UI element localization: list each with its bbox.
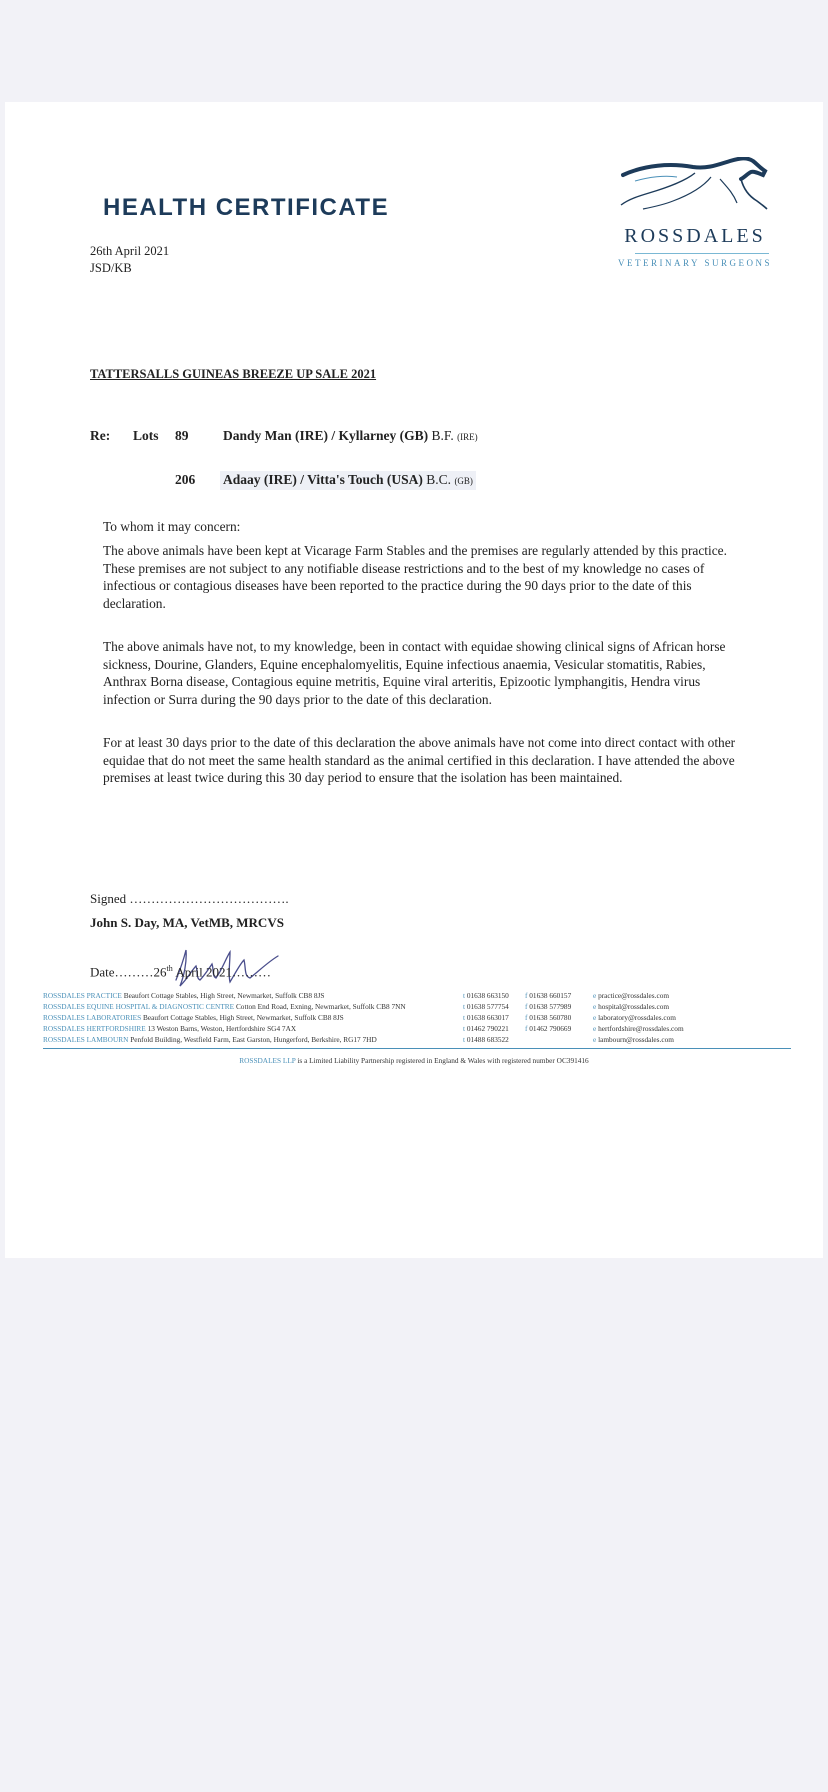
page-title: HEALTH CERTIFICATE [103, 194, 390, 221]
logo-divider [635, 253, 769, 254]
footer-row: ROSSDALES PRACTICE Beaufort Cottage Stables, High Street, Newmarket, Suffolk CB8 8JS [43, 991, 325, 1000]
re-label: Re: [90, 428, 111, 443]
lot-horse: Dandy Man (IRE) / Kyllarney (GB) B.F. (IRE) [223, 428, 478, 443]
paragraph-contact: The above animals have not, to my knowledge, been in contact with equidae showing clinical signs of African horse sickness, Dourine, Glanders, Equine encephalomyelitis, Equine infectious anaemia, Vesicular stomatitis, Rabies, Anthrax Borna disease, Contagious equine metritis, Equine viral arteritis, Epizootic lymphangitis, Hendra virus infection or Surra during the 90 days prior to the date of this declaration. [103, 639, 726, 707]
rossdales-logo [615, 157, 775, 268]
certificate-page [5, 102, 823, 1258]
footer-email: e hospital@rossdales.com [593, 1002, 670, 1011]
footer-telephone: t 01638 663017 [463, 1013, 509, 1022]
footer-telephone: t 01462 790221 [463, 1024, 509, 1033]
footer-email: e lambourn@rossdales.com [593, 1035, 674, 1044]
footer-telephone: t 01638 663150 [463, 991, 509, 1000]
letter-date: 26th April 2021 [90, 244, 170, 258]
paragraph-isolation: For at least 30 days prior to the date of this declaration the above animals have not come into direct contact with other equidae that do not meet the same health standard as the animal certified in this declaration. I have attended the above premises at least twice during this 30 day period to ensure that the isolation has been maintained. [103, 735, 736, 786]
footer-registration-note: ROSSDALES LLP is a Limited Liability Partnership registered in England & Wales with registered number OC391416 [239, 1056, 589, 1065]
footer-fax: f 01462 790669 [525, 1024, 572, 1033]
lots-label: Lots [133, 428, 159, 443]
footer-telephone: t 01638 577754 [463, 1002, 509, 1011]
screen-top-band [0, 0, 828, 100]
paragraph-premises: The above animals have been kept at Vicarage Farm Stables and the premises are regularly attended by this practice. These premises are not subject to any notifiable disease restrictions and to the best of my knowledge no cases of infectious or contagious diseases have been reported to the practice during the 90 days prior to the date of this declaration. [103, 543, 727, 611]
footer-email: e hertfordshire@rossdales.com [593, 1024, 684, 1033]
salutation: To whom it may concern: [103, 519, 241, 534]
footer-fax: f 01638 577989 [525, 1002, 572, 1011]
lot-number: 89 [175, 428, 189, 443]
logo-subtitle: VETERINARY SURGEONS [618, 258, 772, 268]
footer-telephone: t 01488 683522 [463, 1035, 509, 1044]
lot-number: 206 [175, 472, 196, 487]
footer-fax: f 01638 660157 [525, 991, 572, 1000]
signatory-name: John S. Day, MA, VetMB, MRCVS [90, 915, 284, 930]
letter-reference: JSD/KB [90, 261, 132, 275]
logo-wordmark: ROSSDALES [624, 225, 766, 247]
footer-row: ROSSDALES LAMBOURN Penfold Building, Westfield Farm, East Garston, Hungerford, Berkshire, RG17 7HD [43, 1035, 377, 1044]
signoff-date: Date………26th April 2021……… [90, 964, 272, 980]
signed-line: Signed ………………………………. [90, 891, 289, 906]
footer-row: ROSSDALES EQUINE HOSPITAL & DIAGNOSTIC CENTRE Cotton End Road, Exning, Newmarket, Suffolk CB8 7NN [43, 1002, 406, 1011]
footer-email: e practice@rossdales.com [593, 991, 670, 1000]
footer-row: ROSSDALES LABORATORIES Beaufort Cottage Stables, High Street, Newmarket, Suffolk CB8 8JS [43, 1013, 344, 1022]
horse-logo-icon [615, 157, 775, 223]
lot-horse: Adaay (IRE) / Vitta's Touch (USA) B.C. (GB) [220, 471, 476, 490]
footer-row: ROSSDALES HERTFORDSHIRE 13 Weston Barns, Weston, Hertfordshire SG4 7AX [43, 1024, 297, 1033]
footer-divider [43, 1048, 791, 1049]
sale-title: TATTERSALLS GUINEAS BREEZE UP SALE 2021 [90, 367, 377, 381]
footer-fax: f 01638 560780 [525, 1013, 572, 1022]
footer-email: e laboratory@rossdales.com [593, 1013, 676, 1022]
